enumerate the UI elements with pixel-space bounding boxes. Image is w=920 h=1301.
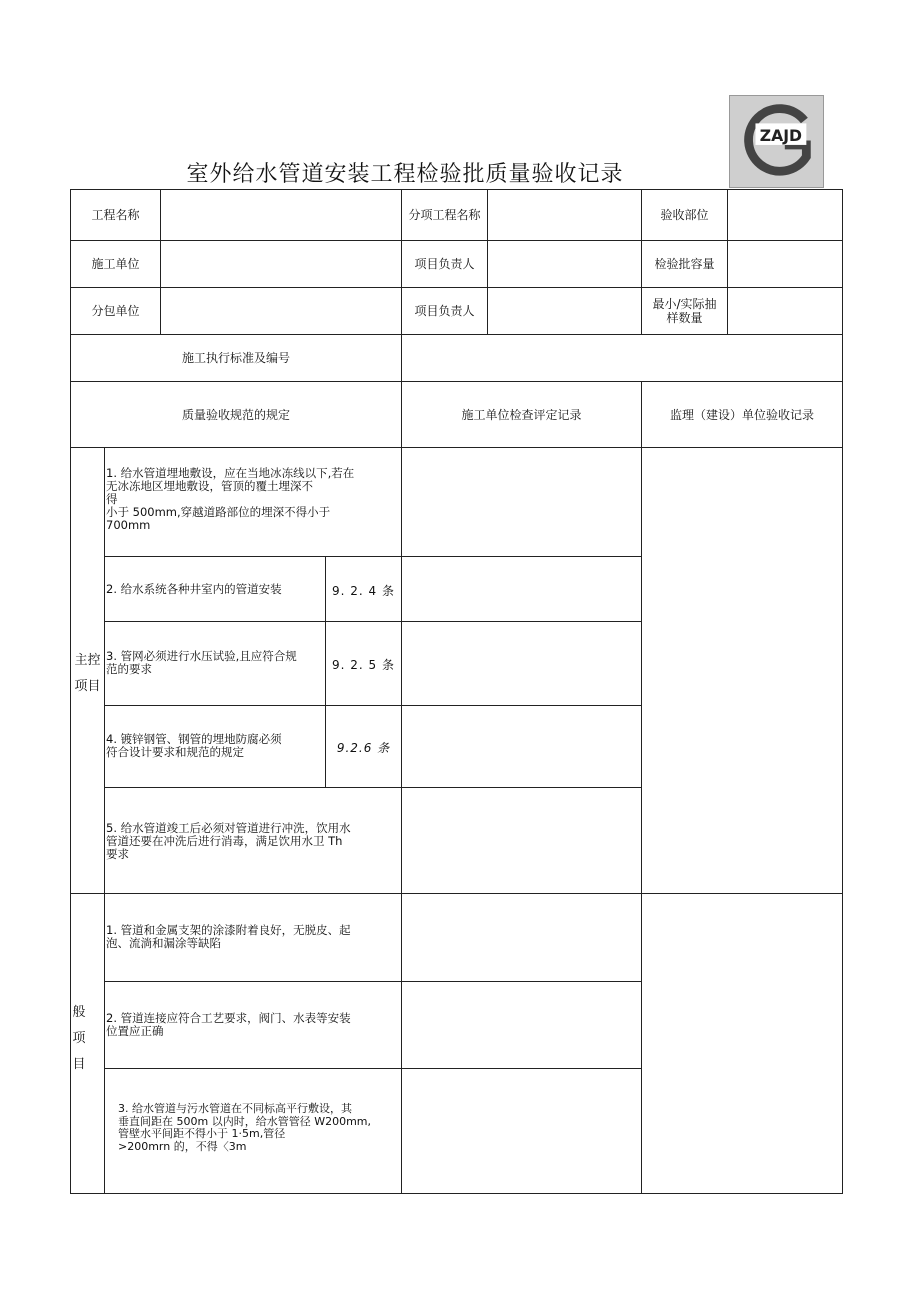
general-item-3: 3. 给水管道与污水管道在不同标高平行敷设，其 垂直间距在 500m 以内时，给水管管径 W200mm, 管壁水平间距不得小于 1·5m,管径 >200mrn 的，不得〈3m [118,1102,371,1153]
main-item-2-clause: 9. 2. 4 条 [332,584,395,598]
main-item-2: 2. 给水系统各种井室内的管道安装 [106,582,282,596]
label-standard-code: 施工执行标准及编号 [181,351,290,365]
section-label-general: 般 项 目 [72,1005,86,1072]
page-title: 室外给水管道安装工程检验批质量验收记录 [186,162,624,187]
label-batch-capacity: 检验批容量 [654,257,715,271]
main-item-3-clause: 9. 2. 5 条 [332,658,395,672]
label-project-manager: 项目负责人 [414,257,475,271]
main-item-1: 1. 给水管道埋地敷设，应在当地冰冻线以下,若在 无冰冻地区埋地敷设，管顶的覆土埋深不 得 小于 500mm,穿越道路部位的埋深不得小于 700mm [106,466,355,532]
column-spec: 质量验收规范的规定 [181,407,290,422]
main-item-4: 4. 镀锌钢管、钢管的埋地防腐必须 符合设计要求和规范的规定 [106,732,282,759]
main-item-3: 3. 管网必须进行水压试验,且应符合规 范的要求 [106,649,297,676]
column-supervisor-record: 监理（建设）单位验收记录 [669,407,814,422]
main-item-4-clause: 9.2.6 条 [336,741,391,755]
label-project-name: 工程名称 [91,208,140,222]
label-project-manager-2: 项目负责人 [414,304,475,318]
label-sub-project-name: 分项工程名称 [408,208,481,222]
section-label-main: 主控 项目 [74,653,101,694]
label-subcontract-unit: 分包单位 [91,304,140,318]
label-construction-unit: 施工单位 [91,257,140,271]
general-item-2: 2. 管道连接应符合工艺要求，阀门、水表等安装 位置应正确 [106,1011,351,1038]
column-contractor-record: 施工单位检查评定记录 [461,407,582,422]
logo-text: ZAJD [759,126,803,146]
label-sample-quantity: 最小/实际抽 样数量 [652,297,717,325]
general-item-1: 1. 管道和金属支架的涂漆附着良好，无脱皮、起 泡、流淌和漏涂等缺陷 [106,923,351,950]
label-acceptance-part: 验收部位 [660,208,709,222]
main-item-5: 5. 给水管道竣工后必须对管道进行冲洗，饮用水 管道还要在冲洗后进行消毒，满足饮用水卫 Th 要求 [106,821,351,861]
